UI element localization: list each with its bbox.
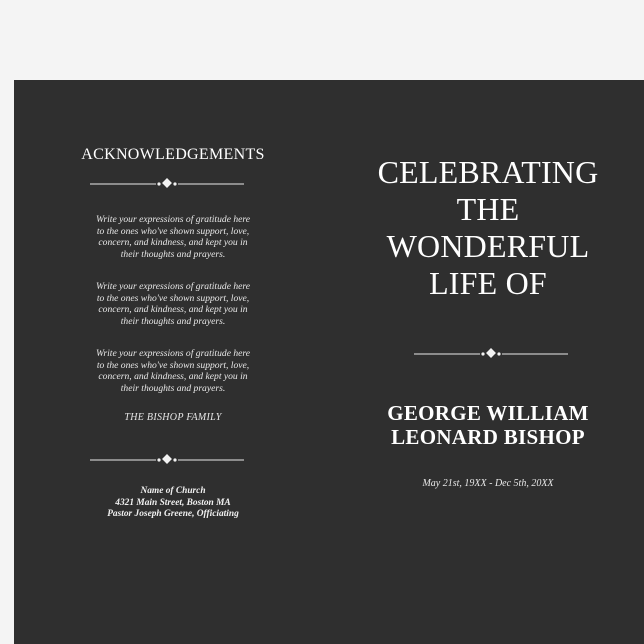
acknowledgement-paragraph-3 (14, 348, 332, 394)
church-address: 4321 Main Street, Boston MA (115, 497, 231, 508)
top-left-divider (90, 178, 244, 190)
acknowledgements-title: ACKNOWLEDGEMENTS (81, 146, 265, 163)
paragraph-line: concern, and kindness, and kept you in (98, 237, 248, 249)
paragraph-line: to the ones who've shown support, love, (96, 292, 250, 304)
heading-line: WONDERFUL (386, 228, 590, 264)
cover-heading (332, 154, 644, 302)
name-line: LEONARD BISHOP (391, 425, 585, 449)
name-line: GEORGE WILLIAM (387, 401, 589, 425)
paragraph-line: their thoughts and prayers. (120, 248, 226, 260)
church-name: Name of Church (140, 486, 206, 496)
acknowledgements-panel (14, 80, 332, 644)
diamond-cluster-icon (90, 178, 244, 190)
heading-line: CELEBRATING (377, 154, 599, 190)
diamond-cluster-icon (414, 348, 568, 360)
paragraph-line: their thoughts and prayers. (120, 315, 226, 327)
paragraph-line: concern, and kindness, and kept you in (98, 304, 248, 316)
acknowledgement-paragraph-1 (14, 214, 332, 260)
paragraph-line: Write your expressions of gratitude here (95, 281, 251, 292)
funeral-program (14, 80, 644, 644)
family-signoff: THE BISHOP FAMILY (124, 412, 222, 423)
heading-line: LIFE OF (429, 265, 547, 301)
bottom-left-divider (90, 454, 244, 466)
cover-panel (332, 80, 644, 644)
paragraph-line: Write your expressions of gratitude here (95, 348, 251, 359)
acknowledgement-paragraph-2 (14, 281, 332, 327)
heading-line: THE (456, 191, 520, 227)
paragraph-line: to the ones who've shown support, love, (96, 359, 250, 371)
life-dates: May 21st, 19XX - Dec 5th, 20XX (422, 478, 554, 489)
cover-divider (414, 348, 568, 360)
paragraph-line: to the ones who've shown support, love, (96, 225, 250, 237)
church-officiant: Pastor Joseph Greene, Officiating (107, 509, 239, 519)
paragraph-line: concern, and kindness, and kept you in (98, 371, 248, 383)
paragraph-line: Write your expressions of gratitude here (95, 214, 251, 225)
church-info (14, 486, 332, 521)
paragraph-line: their thoughts and prayers. (120, 382, 226, 394)
deceased-name (332, 401, 644, 449)
diamond-cluster-icon (90, 454, 244, 466)
